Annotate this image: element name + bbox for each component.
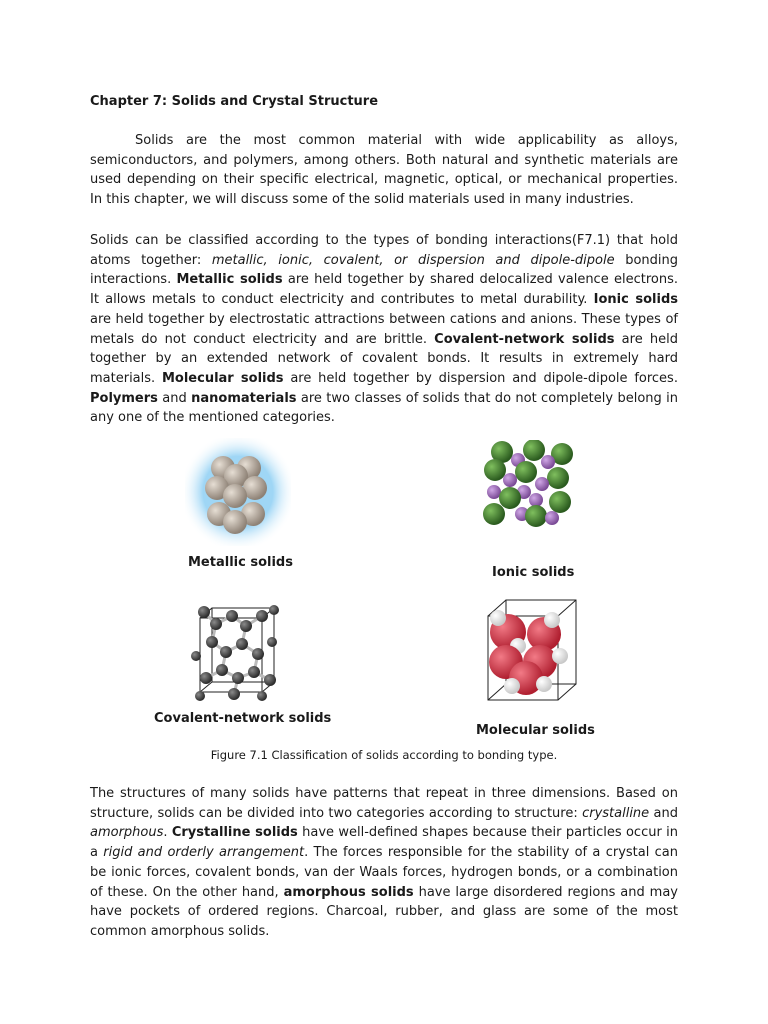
term-metallic-solids: Metallic solids	[176, 272, 283, 288]
metallic-solid-image	[183, 436, 293, 548]
label-ionic-solids: Ionic solids	[492, 565, 575, 580]
structure-text: The structures of many solids have patterns that repeat in three dimensions. Based on structure, solids can be divided into two categories according to structure: crystalline and amorphous. Crystalline solids have well-defined shapes because their particles occur in a rigid and orderly arrangement. The forces responsible for the stability of a crystal can be ionic forces, covalent bonds, van der Waals forces, hydrogen bonds, or a combination of these. On the other hand, amorphous solids have large disordered regions and may have pockets of ordered regions. Charcoal, rubber, and glass are some of the most common amorphous solids.	[90, 786, 679, 939]
label-covalent-network-solids: Covalent-network solids	[154, 711, 332, 726]
bonding-types-italic: metallic, ionic, covalent, or dispersion and dipole-dipole	[211, 252, 615, 268]
structure-paragraph	[90, 784, 678, 942]
term-polymers: Polymers	[90, 390, 158, 406]
intro-text: Solids are the most common material with wide applicability as alloys, semiconductors, and polymers, among others. Both natural and synthetic materials are used depending on their specific electrical, magnetic, optical, or mechanical properties. In this chapter, we will discuss some of the solid materials used in many industries.	[90, 133, 678, 208]
water-molecules	[489, 610, 568, 695]
classification-paragraph	[90, 231, 678, 428]
figure-caption: Figure 7.1 Classification of solids according to bonding type.	[210, 748, 558, 762]
molecular-solid-image	[482, 598, 580, 702]
label-molecular-solids: Molecular solids	[476, 723, 595, 738]
term-crystalline-solids: Crystalline solids	[171, 825, 298, 841]
ionic-lattice	[483, 440, 573, 527]
term-molecular-solids: Molecular solids	[161, 370, 284, 386]
term-ionic-solids: Ionic solids	[593, 292, 678, 308]
metallic-atoms	[205, 456, 267, 534]
ionic-solid-image	[482, 440, 574, 528]
classification-text: Solids can be classified according to the types of bonding interactions(F7.1) that hold atoms together: metallic, ionic, covalent, or dispersion and dipole-dipole bonding interactions. Metallic solids are held together by shared delocalized valence electrons. It allows metals to conduct electricity and contributes to metal durability. Ionic solids are held together by electrostatic attractions between cations and anions. These types of metals do not conduct electricity and are brittle. Covalent-network solids are held together by an extended network of covalent bonds. It results in extremely hard materials. Molecular solids are held together by dispersion and dipole-dipole forces. Polymers and nanomaterials are two classes of solids that do not completely belong in any one of the mentioned categories.	[90, 233, 678, 426]
term-nanomaterials: nanomaterials	[191, 390, 297, 406]
label-metallic-solids: Metallic solids	[188, 555, 293, 570]
term-covalent-network-solids: Covalent-network solids	[434, 331, 615, 347]
chapter-title: Chapter 7: Solids and Crystal Structure	[90, 94, 379, 109]
term-amorphous-solids: amorphous solids	[283, 884, 414, 900]
intro-paragraph	[90, 131, 678, 210]
covalent-network-image	[186, 598, 284, 706]
